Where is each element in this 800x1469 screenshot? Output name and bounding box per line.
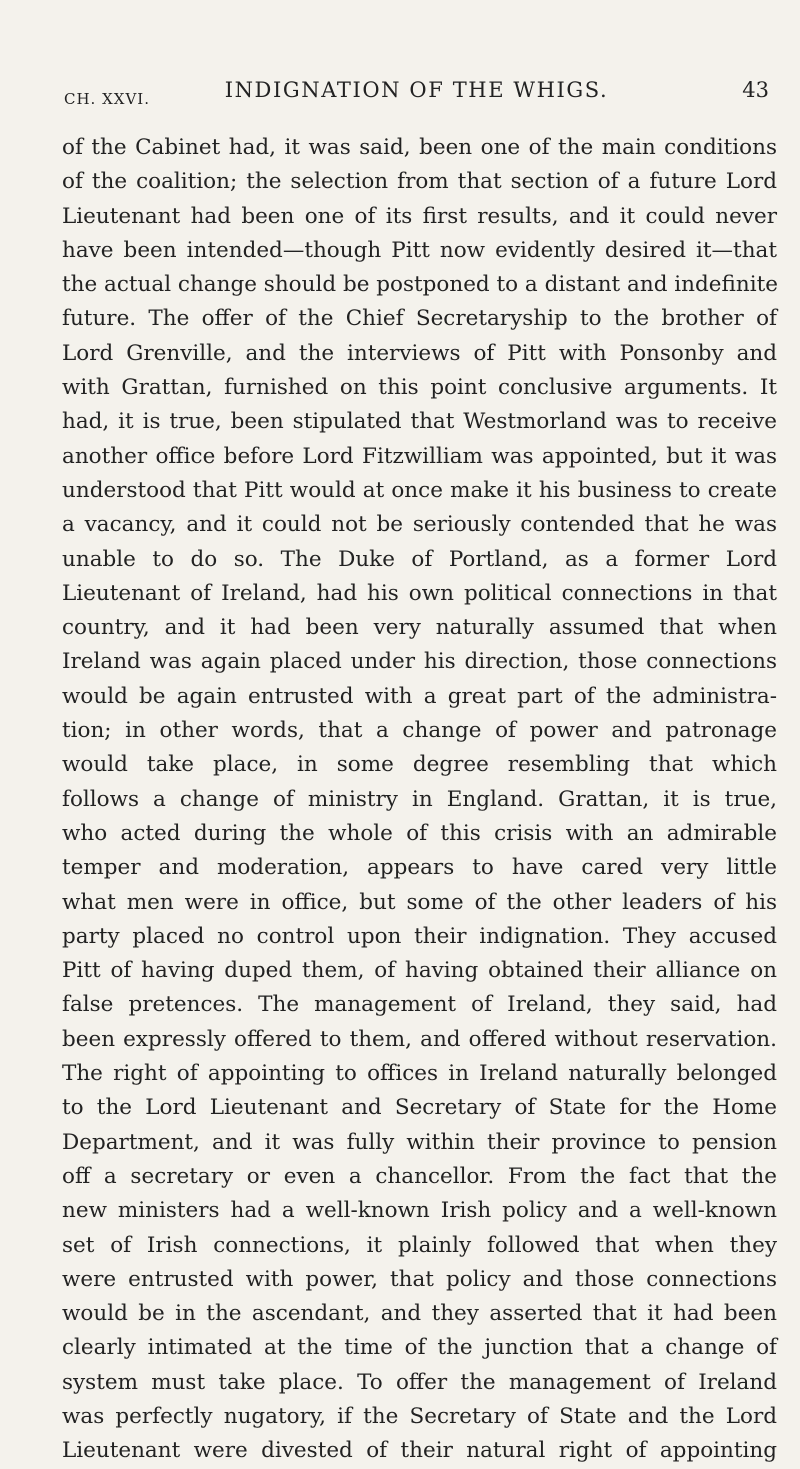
body-text: [62, 131, 777, 1469]
text-line: follows a change of ministry in England. Grattan, it is true,: [62, 786, 777, 812]
text-line: temper and moderation, appears to have cared very little: [62, 855, 777, 881]
text-line: was perfectly nugatory, if the Secretary of State and the Lord: [62, 1403, 777, 1429]
text-line: tion; in other words, that a change of power and patronage: [62, 718, 777, 744]
text-line: Lieutenant were divested of their natural right of appointing: [62, 1438, 777, 1464]
text-line: system must take place. To offer the management of Ireland: [62, 1369, 777, 1395]
text-line: of the coalition; the selection from that section of a future Lord: [62, 169, 777, 195]
text-line: a vacancy, and it could not be seriously contended that he was: [62, 512, 777, 538]
text-line: have been intended—though Pitt now evidently desired it—that: [62, 237, 777, 263]
text-line: new ministers had a well-known Irish policy and a well-known: [62, 1198, 777, 1224]
text-line: future. The offer of the Chief Secretaryship to the brother of: [62, 306, 777, 332]
text-line: party placed no control upon their indignation. They accused: [62, 923, 777, 949]
text-line: set of Irish connections, it plainly followed that when they: [62, 1232, 777, 1258]
text-line: were entrusted with power, that policy and those connections: [62, 1266, 777, 1292]
page-number: 43: [742, 78, 769, 102]
text-line: who acted during the whole of this crisis with an admirable: [62, 820, 777, 846]
text-line: The right of appointing to offices in Ireland naturally belonged: [62, 1061, 777, 1087]
text-line: Lieutenant had been one of its first results, and it could never: [62, 203, 777, 229]
text-line: had, it is true, been stipulated that Westmorland was to receive: [62, 409, 777, 435]
text-line: off a secretary or even a chancellor. From the fact that the: [62, 1163, 777, 1189]
text-line: would be again entrusted with a great part of the administra-: [62, 683, 777, 709]
text-line: unable to do so. The Duke of Portland, as a former Lord: [62, 546, 777, 572]
running-title: INDIGNATION OF THE WHIGS.: [224, 78, 609, 102]
text-line: would take place, in some degree resembling that which: [62, 752, 777, 778]
text-line: to the Lord Lieutenant and Secretary of State for the Home: [62, 1095, 777, 1121]
text-line: country, and it had been very naturally assumed that when: [62, 615, 777, 641]
text-line: Ireland was again placed under his direction, those connections: [62, 649, 777, 675]
text-line: false pretences. The management of Ireland, they said, had: [62, 992, 777, 1018]
running-head: [64, 78, 769, 114]
text-line: been expressly offered to them, and offered without reservation.: [62, 1026, 777, 1052]
text-line: Pitt of having duped them, of having obtained their alliance on: [62, 958, 777, 984]
text-line: what men were in office, but some of the other leaders of his: [62, 889, 777, 915]
text-line: with Grattan, furnished on this point conclusive arguments. It: [62, 375, 777, 401]
text-line: Department, and it was fully within their province to pension: [62, 1129, 777, 1155]
text-line: of the Cabinet had, it was said, been one of the main conditions: [62, 135, 777, 160]
text-line: Lord Grenville, and the interviews of Pitt with Ponsonby and: [62, 340, 777, 366]
text-line: clearly intimated at the time of the junction that a change of: [62, 1335, 777, 1361]
text-line: the actual change should be postponed to a distant and indefinite: [62, 272, 778, 298]
text-line: another office before Lord Fitzwilliam was appointed, but it was: [62, 443, 777, 469]
chapter-marker: CH. XXVI.: [64, 90, 150, 108]
text-line: understood that Pitt would at once make it his business to create: [62, 477, 777, 503]
text-line: Lieutenant of Ireland, had his own political connections in that: [62, 580, 777, 606]
text-line: would be in the ascendant, and they asserted that it had been: [62, 1301, 777, 1327]
